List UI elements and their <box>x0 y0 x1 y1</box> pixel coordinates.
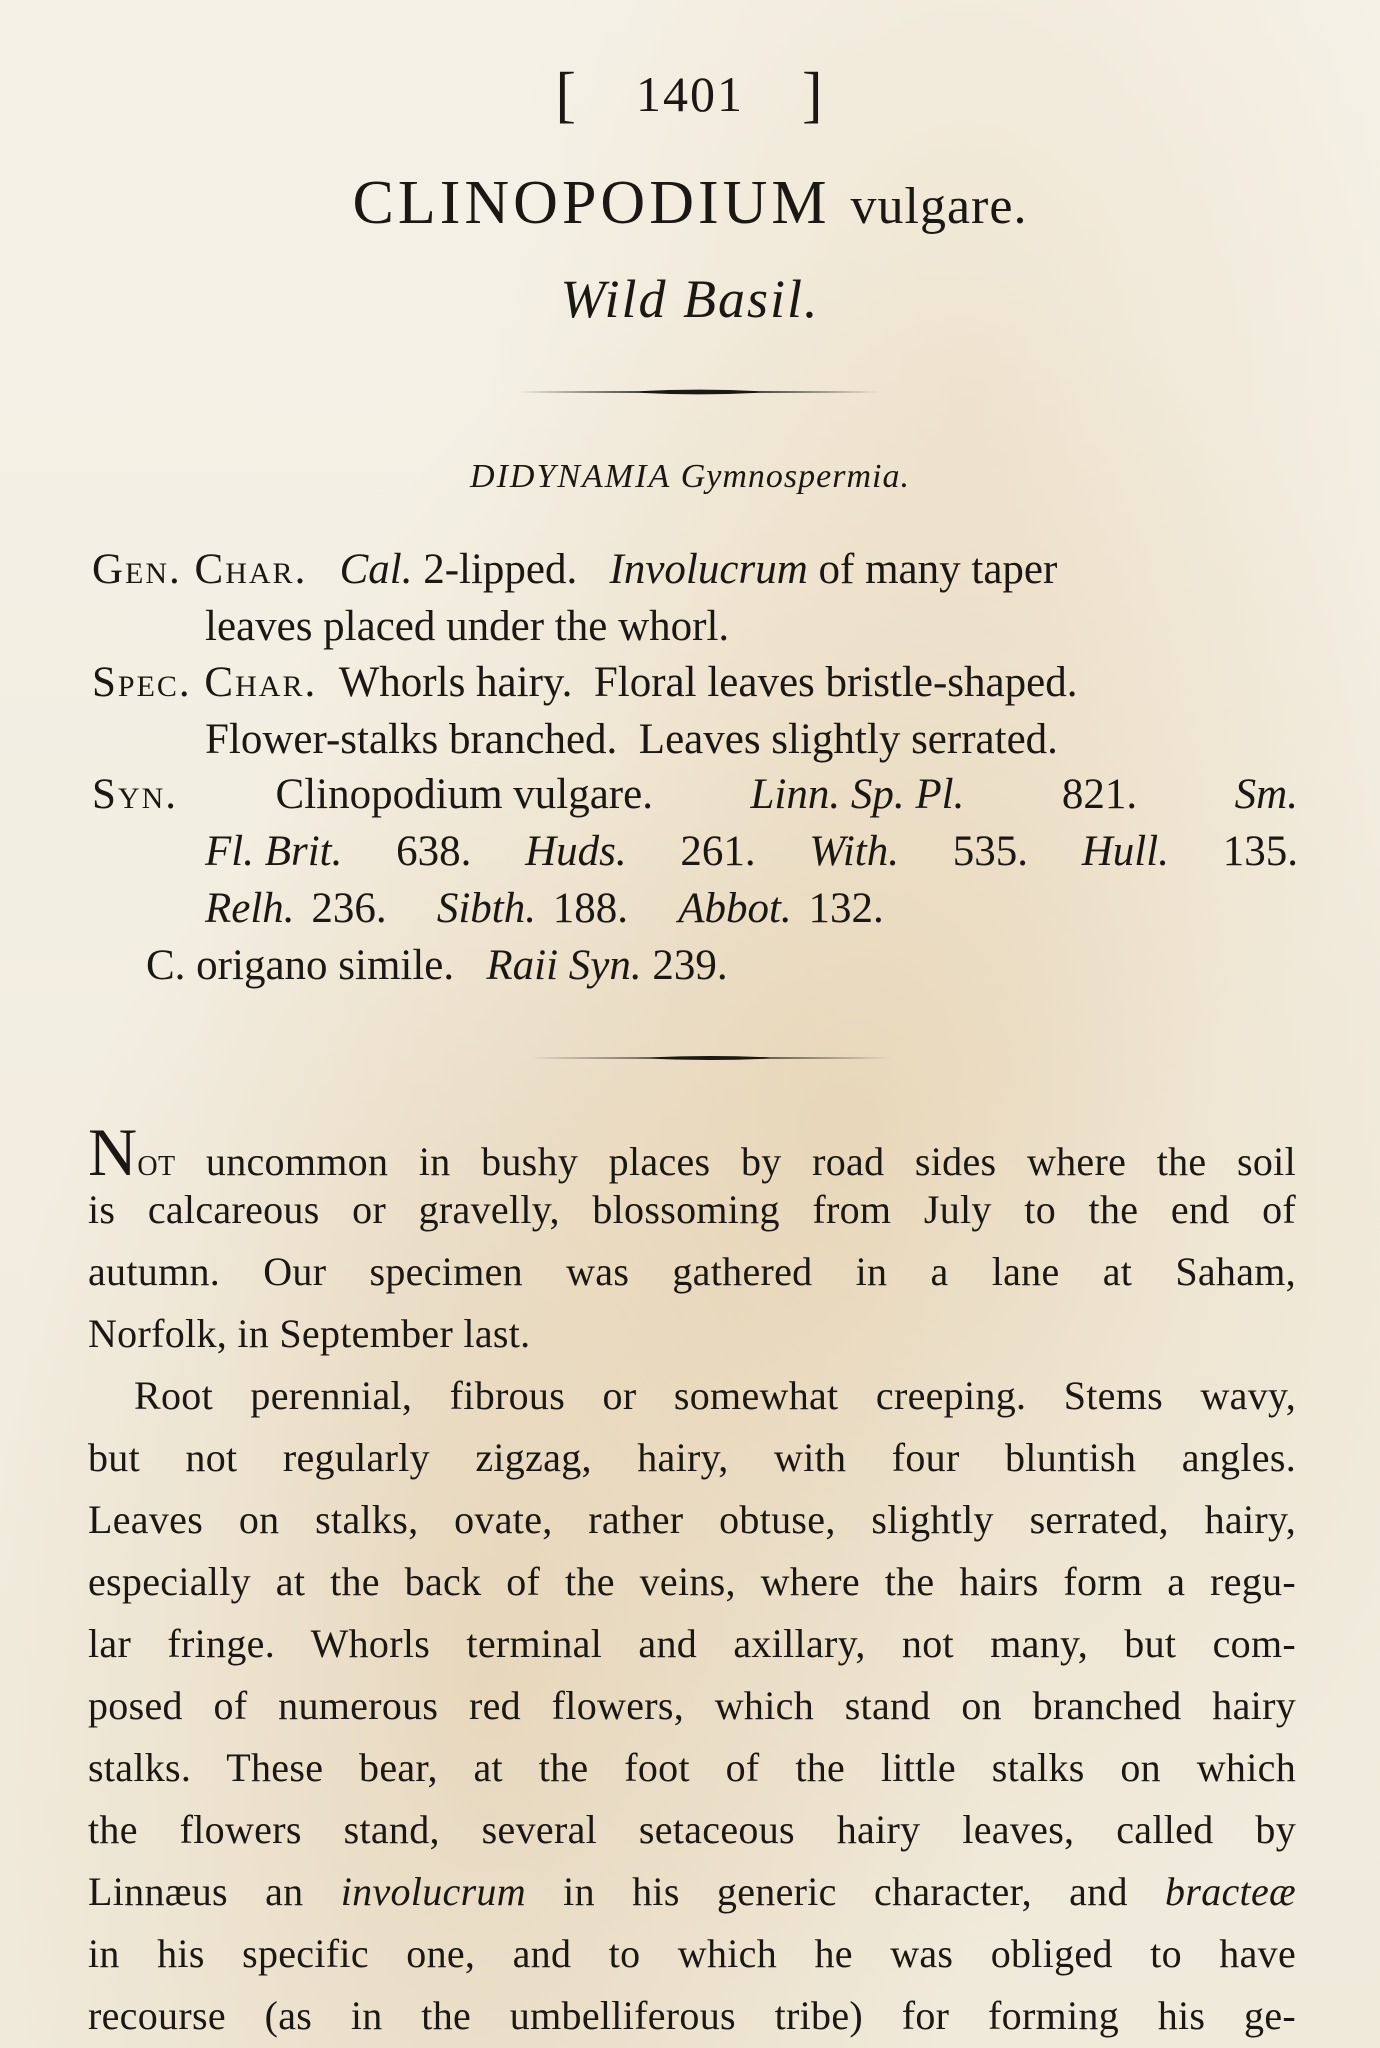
syn-token: 132. <box>808 885 884 932</box>
syn-line-1 <box>92 768 1298 822</box>
paragraph-2-line-9 <box>88 1868 1296 1915</box>
text-line: uncommon in bushy places by road sides where the soil <box>205 1139 1296 1184</box>
left-bracket: [ <box>555 61 578 129</box>
paragraph-1-line-2: is calcareous or gravelly, blossoming from July to the end of <box>88 1187 1296 1232</box>
syn-token: C. origano simile. <box>146 942 455 989</box>
spec-char-line-1 <box>92 656 1077 710</box>
text-segment: Linnæus an <box>88 1869 304 1914</box>
gen-char-involucrum: Involucrum <box>609 546 808 593</box>
syn-token: 261. <box>680 828 756 875</box>
paragraph-2-line-3: Leaves on stalks, ovate, rather obtuse, slightly serrated, hairy, <box>88 1497 1296 1542</box>
decorative-rule-top <box>518 387 880 397</box>
syn-token: Abbot. <box>678 885 792 932</box>
syn-token: 821. <box>1061 771 1138 818</box>
paragraph-2-line-2: but not regularly zigzag, hairy, with four bluntish angles. <box>88 1435 1296 1480</box>
gen-char-cal-text: 2-lipped. <box>423 546 578 593</box>
page-number-value: 1401 <box>636 66 744 122</box>
text-segment-italic: bracteæ <box>1165 1869 1296 1914</box>
right-bracket: ] <box>802 61 825 129</box>
paragraph-2-line-4: especially at the back of the veins, where the hairs form a regu- <box>88 1559 1296 1604</box>
paragraph-1-line-4: Norfolk, in September last. <box>88 1311 531 1356</box>
class-name: DIDYNAMIA <box>470 458 672 495</box>
genus-name: CLINOPODIUM <box>352 169 831 237</box>
paragraph-2-line-5: lar fringe. Whorls terminal and axillary, not many, but com- <box>88 1621 1296 1666</box>
text-segment-italic: involucrum <box>340 1869 526 1914</box>
species-name: vulgare. <box>850 178 1028 235</box>
syn-line-4 <box>146 939 728 993</box>
paragraph-1-line-1 <box>88 1114 1296 1190</box>
syn-token: With. <box>809 828 899 875</box>
paragraph-2-line-11: recourse (as in the umbelliferous tribe) for forming his ge- <box>88 1993 1296 2038</box>
syn-token: Raii Syn. <box>486 942 642 989</box>
gen-char-line-2: leaves placed under the whorl. <box>205 603 730 650</box>
syn-line-2 <box>205 825 1298 879</box>
paragraph-1-line-3: autumn. Our specimen was gathered in a lane at Saham, <box>88 1249 1296 1294</box>
syn-token: Linn. Sp. Pl. <box>750 771 965 818</box>
syn-token: 188. <box>552 885 628 932</box>
syn-token: Sm. <box>1234 771 1298 818</box>
spec-char-line-2: Flower-stalks branched. Leaves slightly serrated. <box>205 716 1058 763</box>
syn-token: 535. <box>952 828 1028 875</box>
common-name: Wild Basil. <box>560 269 820 329</box>
drop-cap-tail: ot <box>137 1139 176 1184</box>
syn-token: Hull. <box>1081 828 1169 875</box>
paragraph-2-line-6: posed of numerous red flowers, which stand on branched hairy <box>88 1683 1296 1728</box>
gen-char-cal: Cal. <box>339 546 413 593</box>
page-number <box>0 60 1380 131</box>
syn-token: Fl. Brit. <box>205 828 343 875</box>
syn-line-3 <box>205 882 884 936</box>
spec-char-text-1: Whorls hairy. Floral leaves bristle-shaped. <box>338 659 1078 706</box>
syn-token: Sibth. <box>436 885 536 932</box>
spec-char-label: Spec. Char. <box>92 659 318 706</box>
syn-token: 638. <box>396 828 472 875</box>
syn-token: Clinopodium vulgare. <box>275 771 653 818</box>
order-name: Gymnospermia. <box>680 458 910 495</box>
drop-cap: N <box>88 1114 138 1190</box>
gen-char-rest: of many taper <box>818 546 1058 593</box>
paragraph-2-line-10: in his specific one, and to which he was obliged to have <box>88 1931 1296 1976</box>
syn-token: 236. <box>311 885 387 932</box>
page-title <box>0 168 1380 239</box>
paragraph-2-line-1: Root perennial, fibrous or somewhat creeping. Stems wavy, <box>134 1373 1296 1418</box>
linnaean-classification <box>0 458 1380 496</box>
paragraph-2-line-8: the flowers stand, several setaceous hairy leaves, called by <box>88 1807 1296 1852</box>
syn-token: Relh. <box>205 885 295 932</box>
text-segment: in his generic character, and <box>563 1869 1128 1914</box>
decorative-rule-bottom <box>530 1053 890 1063</box>
syn-token: 135. <box>1222 828 1298 875</box>
paragraph-2-line-7: stalks. These bear, at the foot of the little stalks on which <box>88 1745 1296 1790</box>
syn-label: Syn. <box>92 771 178 818</box>
syn-token: 239. <box>652 942 728 989</box>
gen-char-label: Gen. Char. <box>92 546 308 593</box>
syn-token: Huds. <box>525 828 627 875</box>
gen-char-line-1 <box>92 543 1057 597</box>
